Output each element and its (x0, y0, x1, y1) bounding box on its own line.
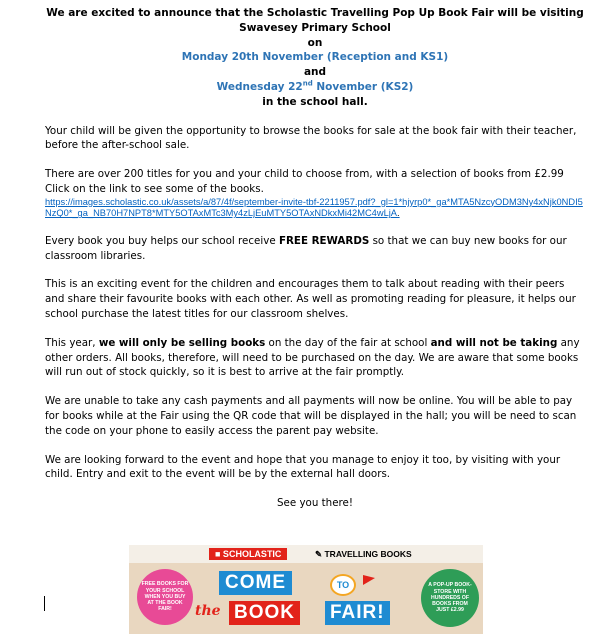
location-text: in the school hall. (262, 95, 368, 108)
date-monday: Monday 20th November (Reception and KS1) (181, 51, 449, 64)
banner-come-text: COME (219, 571, 292, 595)
date-wednesday: Wednesday 22nd November (KS2) (216, 79, 414, 93)
click-link-text: Click on the link to see some of the books. (45, 182, 264, 195)
signoff: See you there! (276, 497, 354, 510)
pop-up-store-badge: A POP-UP BOOK-STORE WITH HUNDREDS OF BOOKS FROM JUST £2.99 (421, 569, 479, 627)
and-text: and (303, 66, 327, 79)
banner-the-text: the (195, 603, 221, 619)
paragraph-exciting-event: This is an exciting event for the children and encourages them to talk about reading with their peers and share their favourite books with each other. As well as promoting reading for pleasure, it helps our school purchase the latest titles for our classroom shelves. (45, 278, 576, 320)
paragraph-rewards: Every book you buy helps our school receive FREE REWARDS so that we can buy new books for our classroom libraries. (45, 234, 567, 262)
paragraph-titles (45, 167, 585, 220)
banner-to-text: TO (330, 574, 356, 596)
letter-document (45, 0, 585, 511)
school-name: Swavesey Primary School (239, 21, 391, 34)
banner-fair-text: FAIR! (325, 601, 390, 625)
banner-header-strip (129, 545, 483, 563)
scholastic-link[interactable]: https://images.scholastic.co.uk/assets/a/87/4f/september-invite-tbf-2211957.pdf?_gl=1*hjyrp0*_ga*MTA5NzcyODM3Ny4xNjk0NDI5NzQ0*_ga_NB70H7NPT8*MTY5OTAxMTc3My4zLjEuMTY5OTAxNDkxMi42MC4wLjA. (45, 196, 583, 219)
paragraph-this-year: This year, we will only be selling books on the day of the fair at school and will not be taking any other orders. All books, therefore, will need to be purchased on the day. We are aware that some books will run out of stock quickly, so it is best to arrive at the fair promptly. (45, 336, 580, 379)
free-books-badge: FREE BOOKS FOR YOUR SCHOOL WHEN YOU BUY AT THE BOOK FAIR! (137, 569, 193, 625)
titles-text: There are over 200 titles for you and your child to choose from, with a selection of books from £2.99 (45, 168, 564, 181)
paragraph-payments: We are unable to take any cash payments and all payments will now be online. You will be able to pay for books while at the Fair using the QR code that will be displayed in the hall; you will be need to scan the code on your phone to easily access the parent pay website. (45, 395, 577, 437)
paragraph-browse: Your child will be given the opportunity to browse the books for sale at the book fair with their teacher, before the after-school sale. (45, 124, 577, 152)
travelling-books-logo: ✎ TRAVELLING BOOKS (315, 549, 412, 559)
paragraph-looking-forward: We are looking forward to the event and hope that you manage to enjoy it too, by visiting with your child. Entry and exit to the event will be by the external hall doors. (45, 453, 561, 481)
text-cursor[interactable] (44, 596, 45, 611)
on-text: on (307, 36, 323, 49)
announcement-line-1: We are excited to announce that the Scholastic Travelling Pop Up Book Fair will be visiting (46, 7, 584, 19)
book-fair-banner-image (129, 545, 483, 634)
banner-book-text: BOOK (229, 601, 300, 625)
flag-icon (363, 575, 375, 585)
scholastic-logo: ■ SCHOLASTIC (209, 548, 287, 560)
